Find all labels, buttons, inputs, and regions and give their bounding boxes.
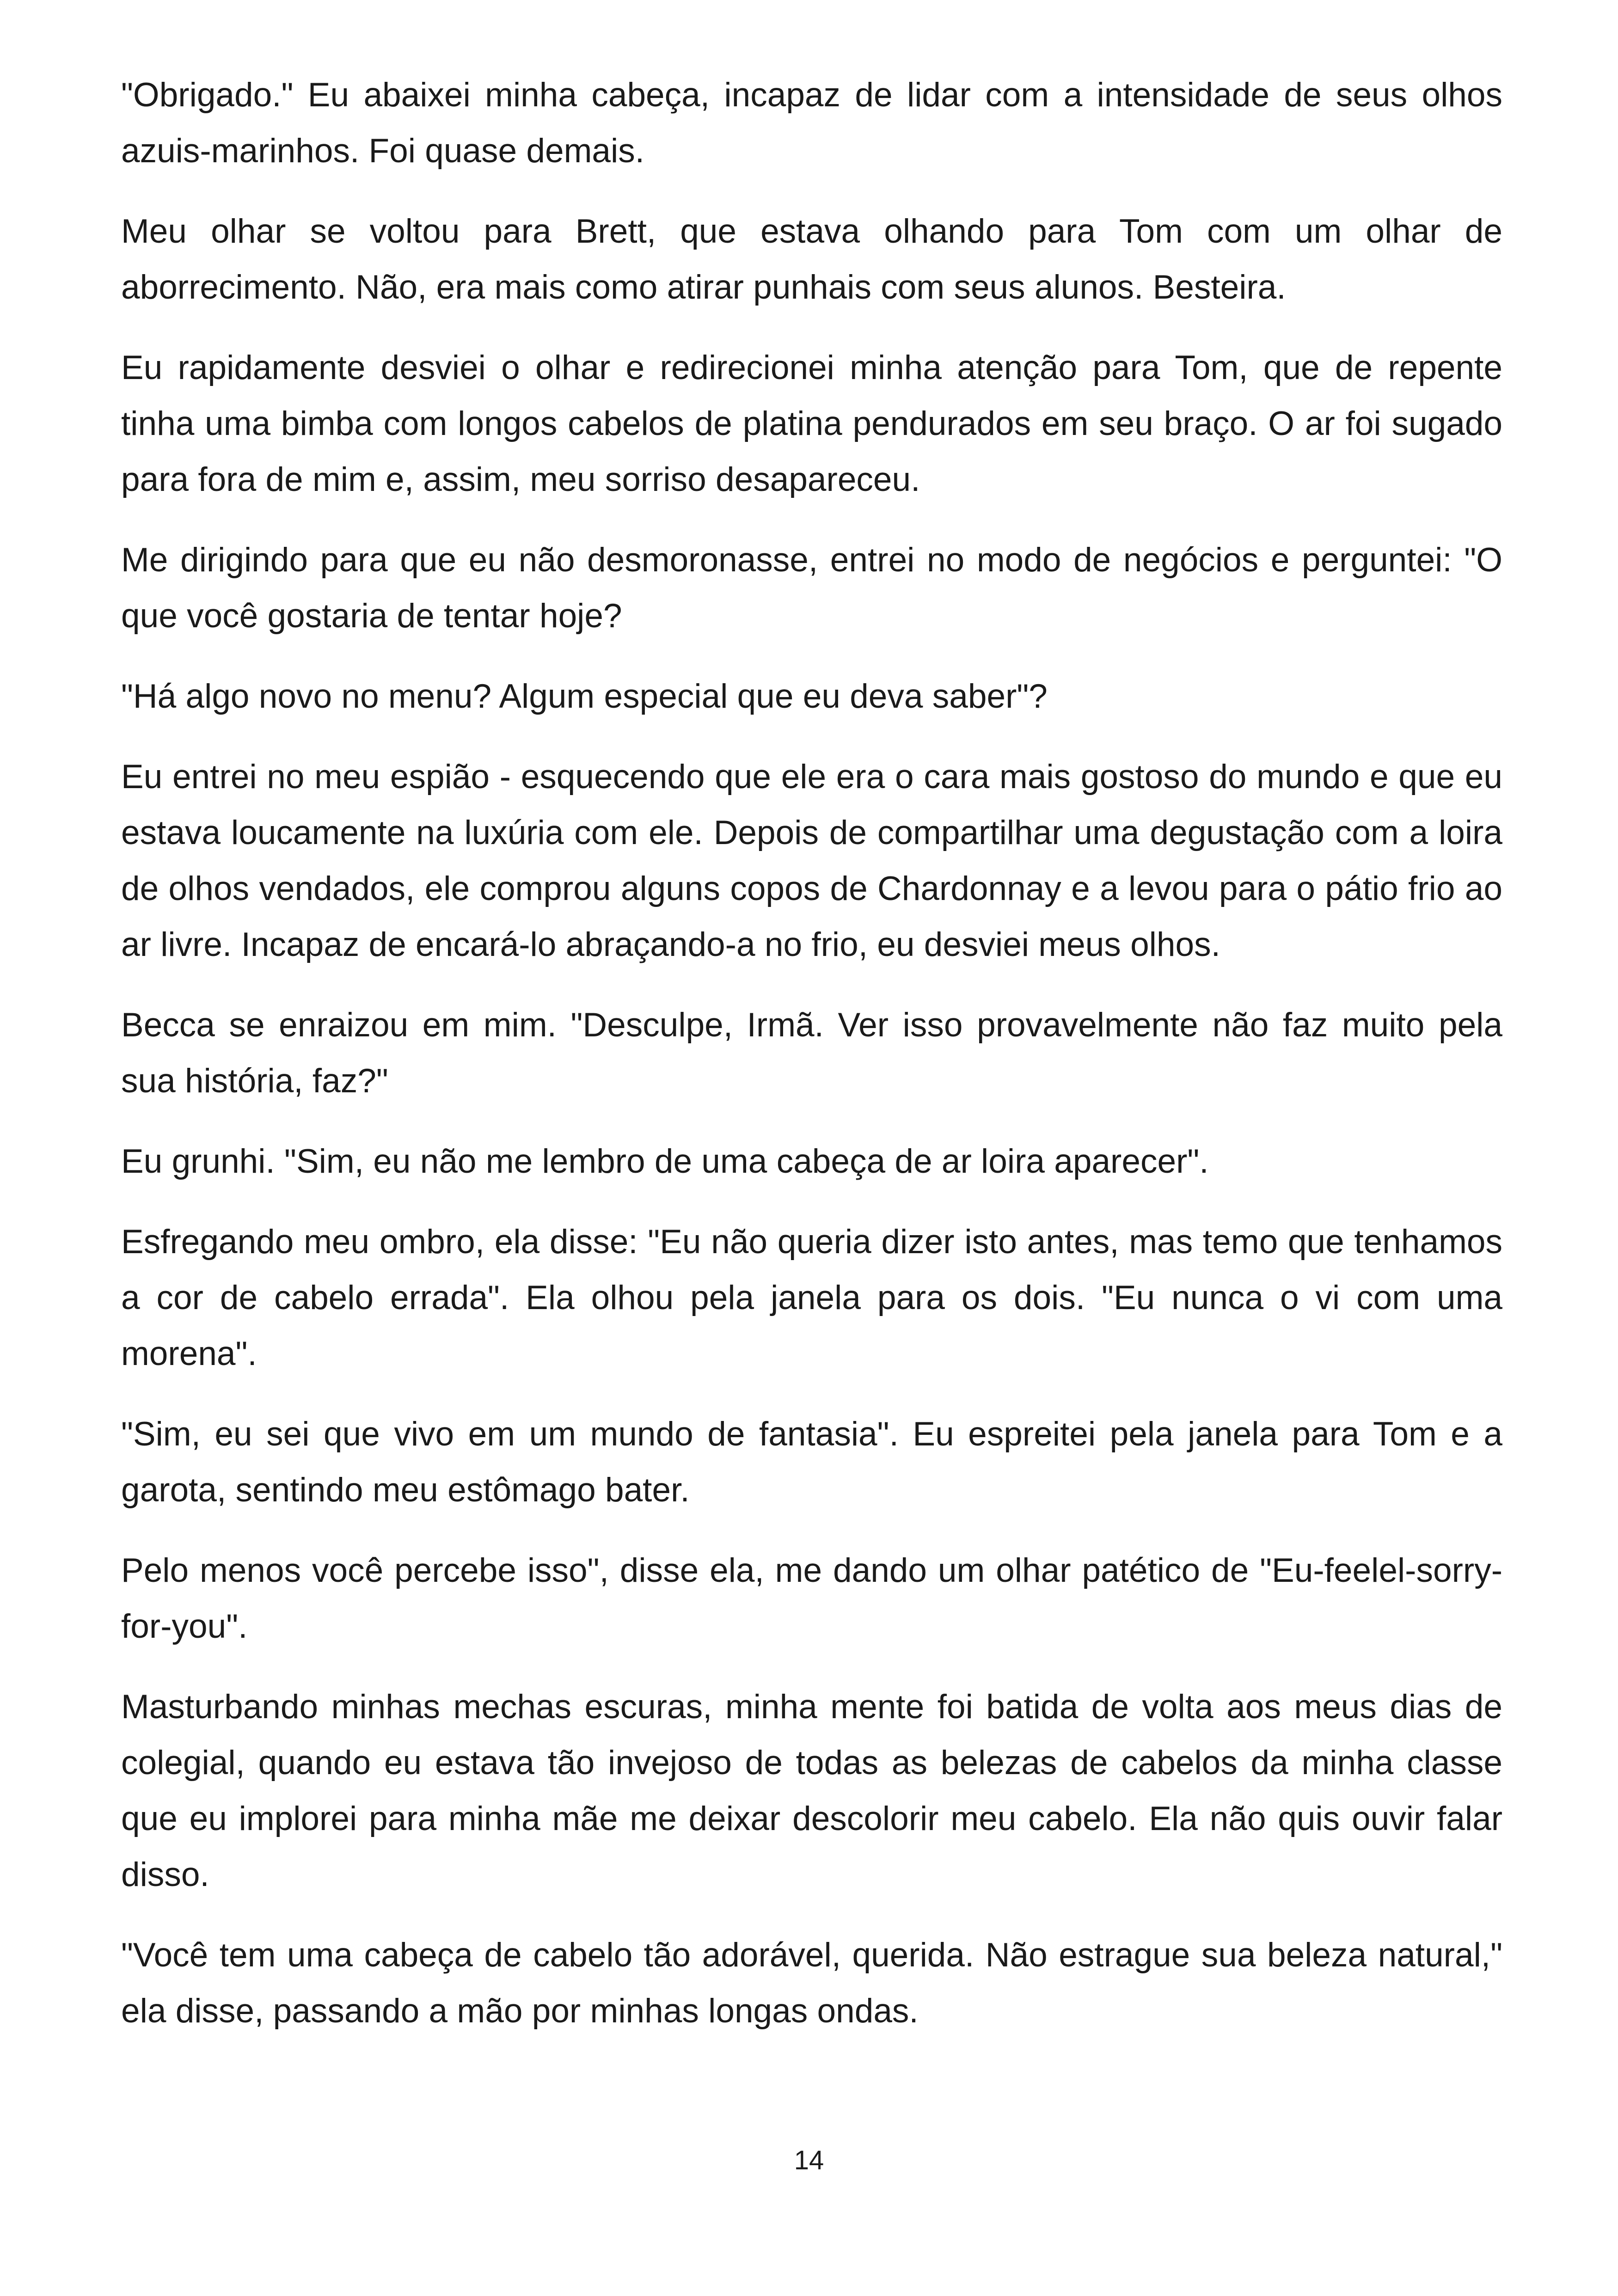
paragraph: Becca se enraizou em mim. "Desculpe, Irmã. Ver isso provavelmente não faz muito pela sua história, faz?" xyxy=(121,1006,1502,1100)
page-number: 14 xyxy=(794,2145,824,2175)
paragraph: Eu entrei no meu espião - esquecendo que ele era o cara mais gostoso do mundo e que eu estava loucamente na luxúria com ele. Depois de compartilhar uma degustação com a loira de olhos vendados, ele comprou alguns copos de Chardonnay e a levou para o pátio frio ao ar livre. Incapaz de encará-lo abraçando-a no frio, eu desviei meus olhos. xyxy=(121,758,1502,963)
paragraph: Eu rapidamente desviei o olhar e redirecionei minha atenção para Tom, que de repente tinha uma bimba com longos cabelos de platina pendurados em seu braço. O ar foi sugado para fora de mim e, assim, meu sorriso desapareceu. xyxy=(121,349,1502,498)
paragraph: Masturbando minhas mechas escuras, minha mente foi batida de volta aos meus dias de colegial, quando eu estava tão invejoso de todas as belezas de cabelos da minha classe que eu implorei para minha mãe me deixar descolorir meu cabelo. Ela não quis ouvir falar disso. xyxy=(121,1688,1502,1893)
paragraph: "Você tem uma cabeça de cabelo tão adorável, querida. Não estrague sua beleza natural," ela disse, passando a mão por minhas longas ondas. xyxy=(121,1936,1502,2030)
paragraph: Meu olhar se voltou para Brett, que estava olhando para Tom com um olhar de aborrecimento. Não, era mais como atirar punhais com seus alunos. Besteira. xyxy=(121,213,1502,306)
paragraph: Pelo menos você percebe isso", disse ela, me dando um olhar patético de "Eu-feelel-sorry-for-you". xyxy=(121,1552,1502,1645)
paragraph: "Sim, eu sei que vivo em um mundo de fantasia". Eu espreitei pela janela para Tom e a garota, sentindo meu estômago bater. xyxy=(121,1415,1502,1509)
paragraph: Eu grunhi. "Sim, eu não me lembro de uma cabeça de ar loira aparecer". xyxy=(121,1143,1209,1180)
paragraph: Me dirigindo para que eu não desmoronasse, entrei no modo de negócios e perguntei: "O que você gostaria de tentar hoje? xyxy=(121,541,1502,635)
paragraph: Esfregando meu ombro, ela disse: "Eu não queria dizer isto antes, mas temo que tenhamos a cor de cabelo errada". Ela olhou pela janela para os dois. "Eu nunca o vi com uma morena". xyxy=(121,1223,1502,1372)
paragraph: "Há algo novo no menu? Algum especial que eu deva saber"? xyxy=(121,678,1048,715)
paragraph: "Obrigado." Eu abaixei minha cabeça, incapaz de lidar com a intensidade de seus olhos azuis-marinhos. Foi quase demais. xyxy=(121,76,1502,170)
body-text xyxy=(121,67,1502,2063)
